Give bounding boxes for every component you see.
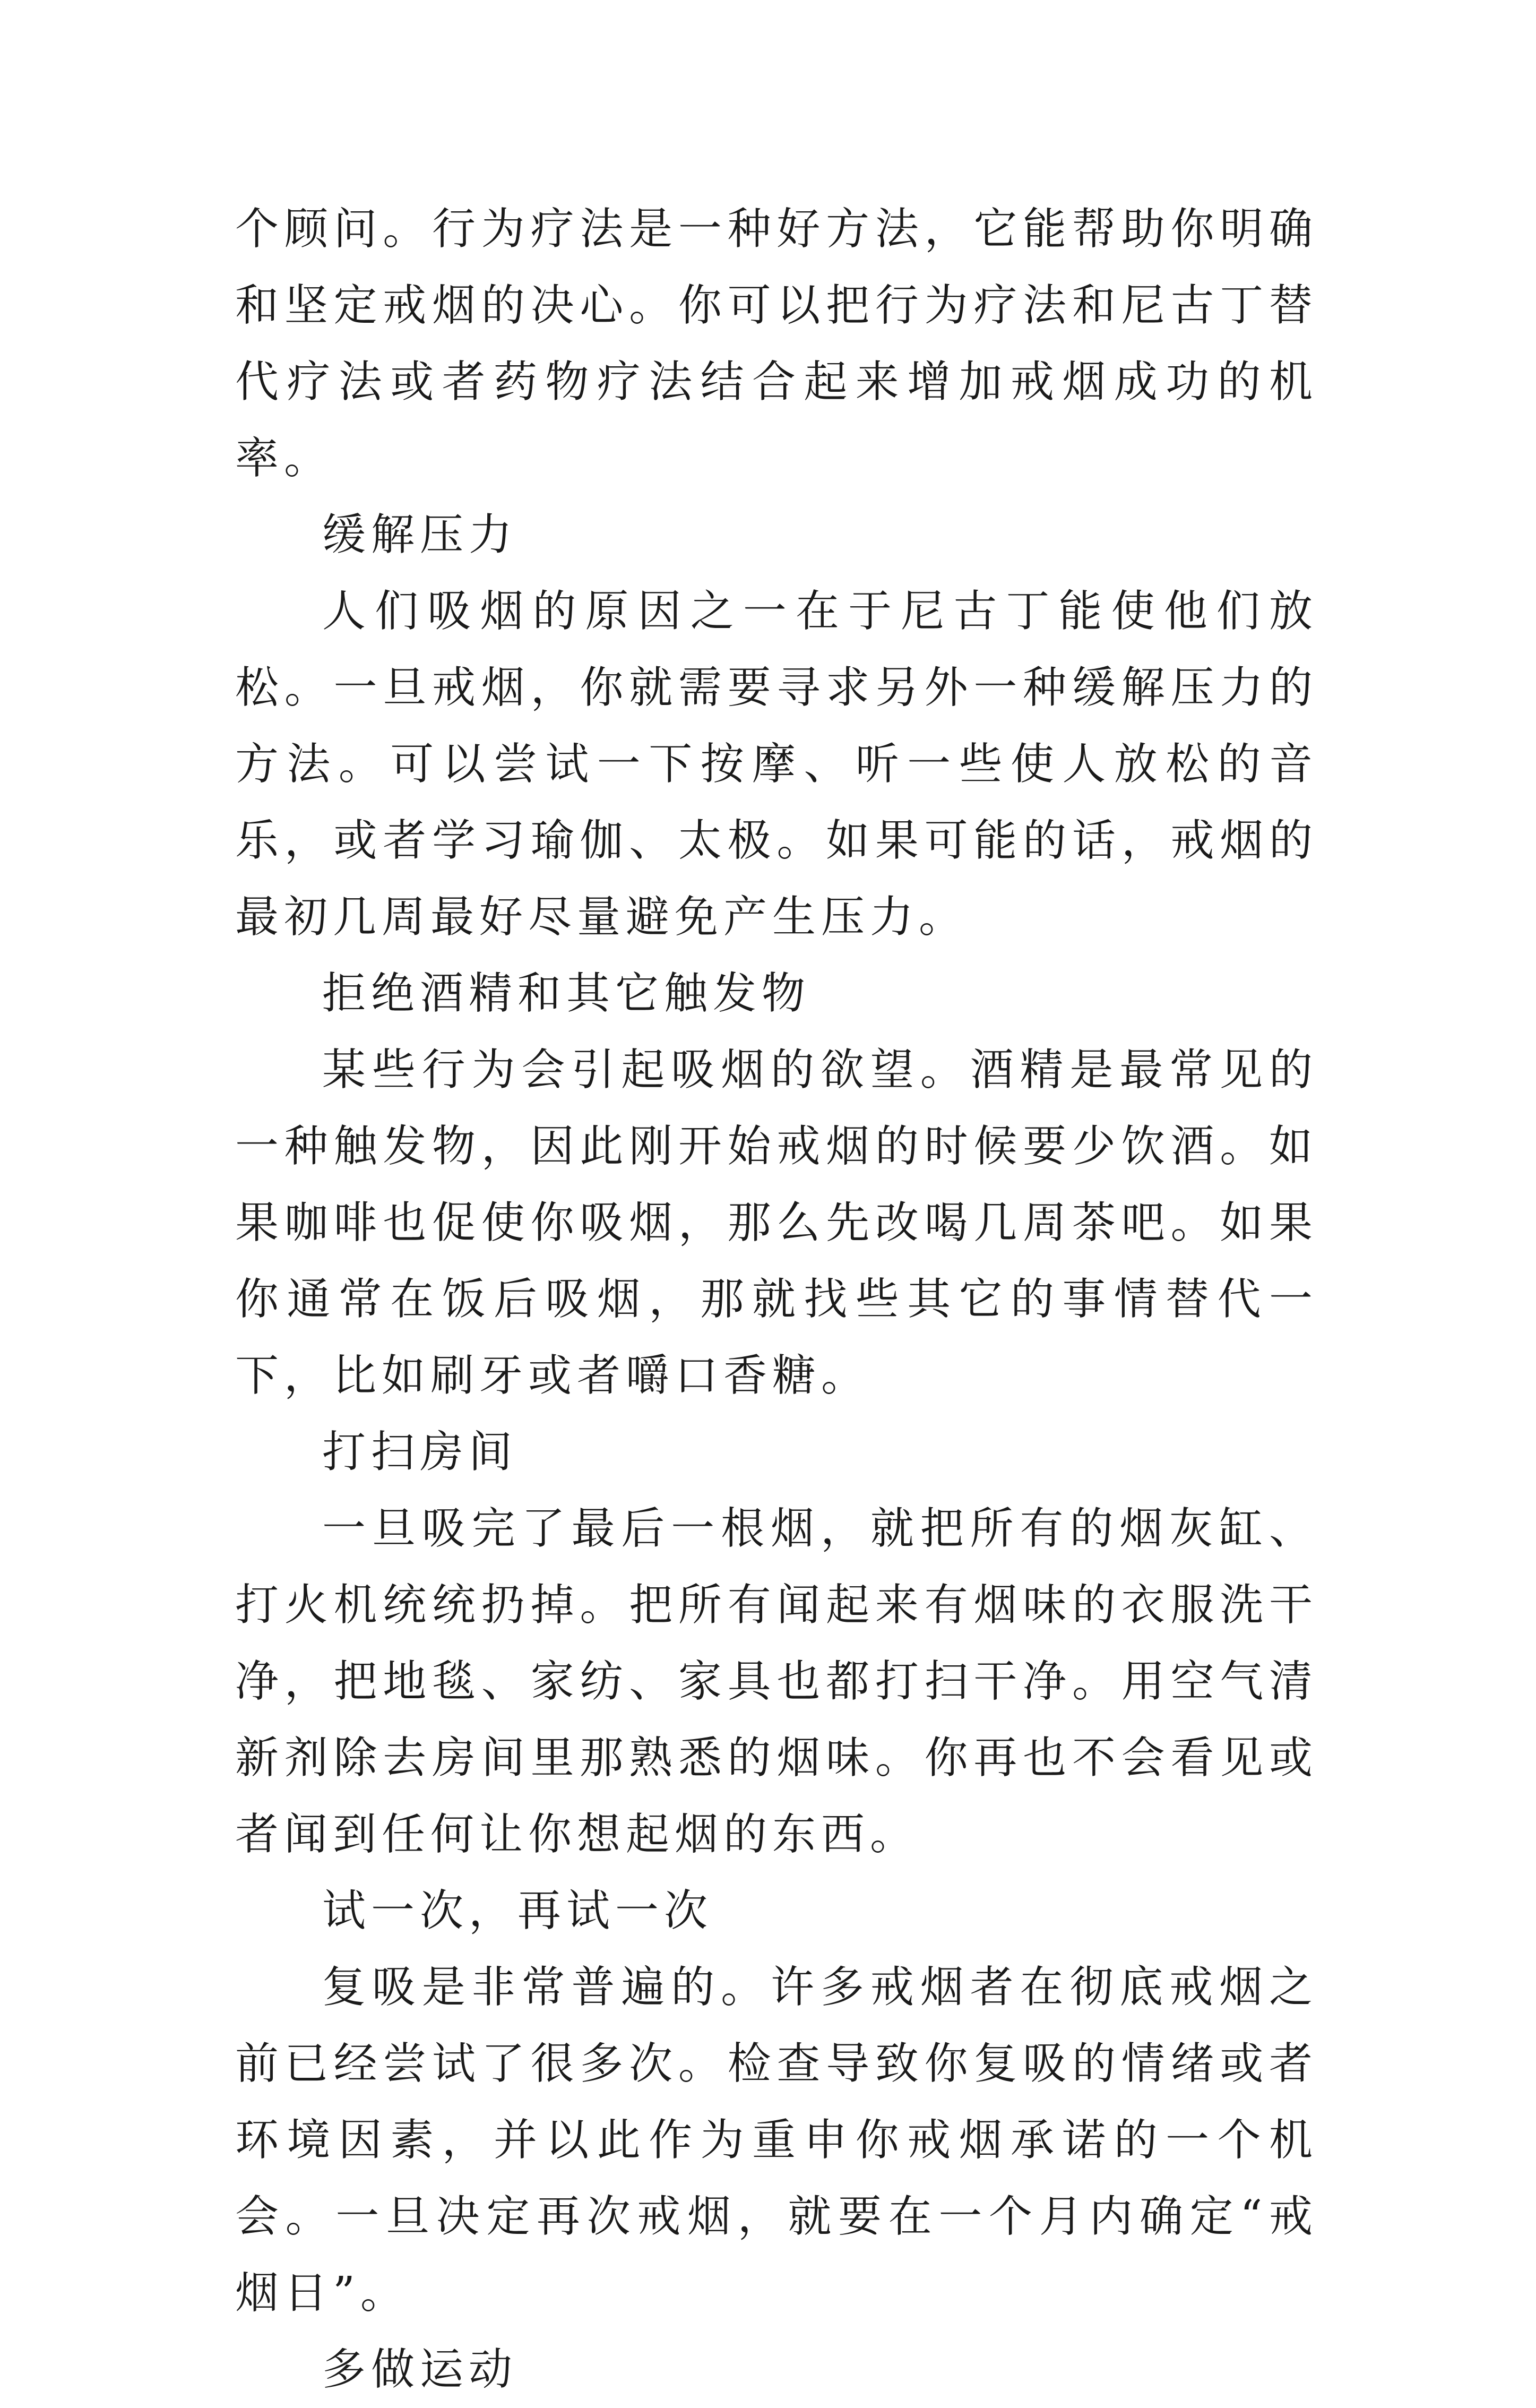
- paragraph-continued: 个顾问。行为疗法是一种好方法，它能帮助你明确和坚定戒烟的决心。你可以把行为疗法和尼古丁替代疗法或者药物疗法结合起来增加戒烟成功的机率。: [235, 204, 1318, 484]
- section-heading-clean-room: 打扫房间: [322, 1427, 518, 1477]
- document-body: [235, 191, 1318, 2408]
- section-heading-stress-relief: 缓解压力: [322, 510, 518, 560]
- section-heading-exercise: 多做运动: [322, 2344, 518, 2395]
- section-heading-triggers: 拒绝酒精和其它触发物: [322, 968, 811, 1019]
- section-heading-try-again: 试一次，再试一次: [322, 1886, 713, 1936]
- paragraph-try-again: 复吸是非常普遍的。许多戒烟者在彻底戒烟之前已经尝试了很多次。检查导致你复吸的情绪或者环境因素，并以此作为重申你戒烟承诺的一个机会。一旦决定再次戒烟，就要在一个月内确定“戒烟日”。: [235, 1962, 1318, 2318]
- paragraph-triggers: 某些行为会引起吸烟的欲望。酒精是最常见的一种触发物，因此刚开始戒烟的时候要少饮酒。如果咖啡也促使你吸烟，那么先改喝几周茶吧。如果你通常在饭后吸烟，那就找些其它的事情替代一下，比如刷牙或者嚼口香糖。: [235, 1045, 1318, 1401]
- paragraph-clean-room: 一旦吸完了最后一根烟，就把所有的烟灰缸、打火机统统扔掉。把所有闻起来有烟味的衣服洗干净，把地毯、家纺、家具也都打扫干净。用空气清新剂除去房间里那熟悉的烟味。你再也不会看见或者闻到任何让你想起烟的东西。: [235, 1503, 1318, 1860]
- paragraph-stress-relief: 人们吸烟的原因之一在于尼古丁能使他们放松。一旦戒烟，你就需要寻求另外一种缓解压力的方法。可以尝试一下按摩、听一些使人放松的音乐，或者学习瑜伽、太极。如果可能的话，戒烟的最初几周最好尽量避免产生压力。: [235, 586, 1318, 942]
